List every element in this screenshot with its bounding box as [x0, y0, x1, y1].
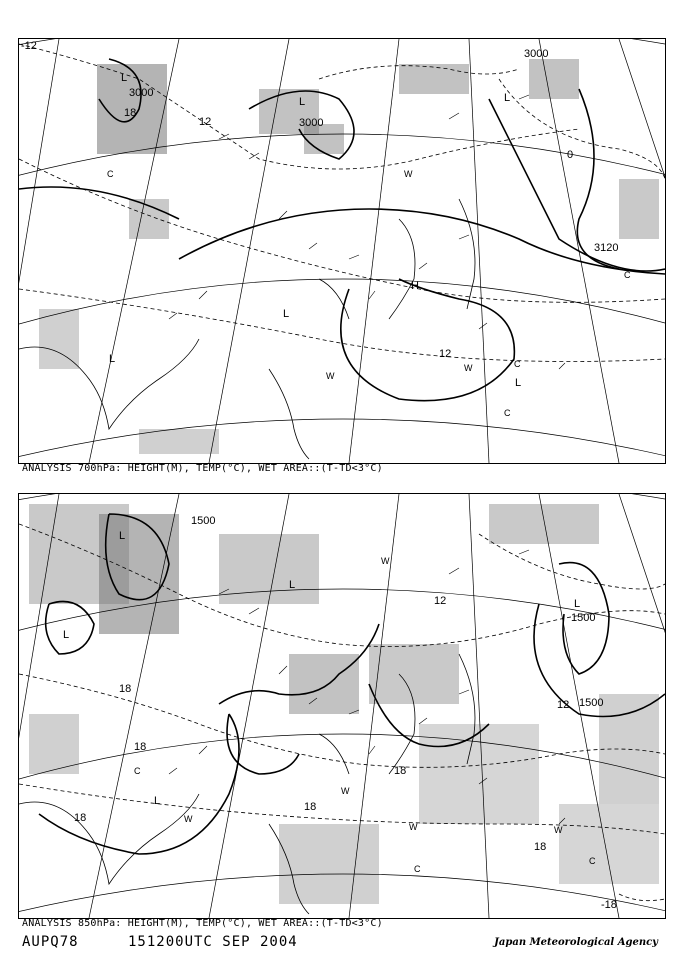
- height-label: 3000: [129, 87, 154, 99]
- warm-marker: W: [341, 786, 350, 796]
- map-panel-850hpa: [18, 493, 666, 919]
- low-pressure-center: L: [154, 795, 161, 807]
- isotherm-label: 12: [434, 595, 447, 607]
- low-pressure-center: L: [121, 72, 128, 84]
- isotherm-label: -12: [21, 40, 37, 52]
- cold-marker: C: [504, 408, 511, 418]
- map-700hpa-canvas: [19, 39, 665, 463]
- low-pressure-center: L: [504, 92, 511, 104]
- high-pressure-center: H: [411, 280, 419, 292]
- isotherm-label: 18: [534, 841, 547, 853]
- height-label: 3120: [594, 242, 619, 254]
- warm-marker: W: [184, 814, 193, 824]
- valid-time: 151200UTC SEP 2004: [128, 934, 298, 950]
- isotherm-label: 18: [119, 683, 132, 695]
- isotherm-label: 12: [199, 116, 212, 128]
- isotherm-label: 12: [557, 699, 570, 711]
- cold-marker: C: [624, 270, 631, 280]
- warm-marker: W: [404, 169, 413, 179]
- isotherm-label: 18: [134, 741, 147, 753]
- height-label: 3000: [299, 117, 324, 129]
- height-label: 1500: [571, 612, 596, 624]
- warm-marker: W: [554, 825, 563, 835]
- isotherm-label: 18: [124, 107, 137, 119]
- isotherm-label: 0: [567, 149, 574, 161]
- cold-marker: C: [514, 359, 521, 369]
- low-pressure-center: L: [299, 96, 306, 108]
- warm-marker: W: [409, 822, 418, 832]
- height-label: 3000: [524, 48, 549, 60]
- product-id: AUPQ78: [22, 934, 79, 950]
- coastlines: [19, 199, 475, 459]
- agency-credit: Japan Meteorological Agency: [494, 937, 658, 948]
- cold-marker: C: [134, 766, 141, 776]
- low-pressure-center: L: [515, 377, 522, 389]
- low-pressure-center: L: [109, 353, 116, 365]
- caption-700hpa: ANALYSIS 700hPa: HEIGHT(M), TEMP(°C), WET AREA::(T-TD<3°C): [22, 463, 383, 474]
- isotherm-label: 18: [304, 801, 317, 813]
- low-pressure-center: L: [119, 530, 126, 542]
- isotherm-label: -18: [601, 899, 617, 911]
- isotherm-label: 12: [439, 348, 452, 360]
- warm-marker: W: [464, 363, 473, 373]
- map-850hpa-canvas: [19, 494, 665, 918]
- isotherm-label: 18: [394, 765, 407, 777]
- low-pressure-center: L: [283, 308, 290, 320]
- low-pressure-center: L: [63, 629, 70, 641]
- low-pressure-center: L: [289, 579, 296, 591]
- cold-marker: C: [414, 864, 421, 874]
- height-label: 1500: [579, 697, 604, 709]
- station-plots: [169, 95, 565, 369]
- cold-marker: C: [107, 169, 114, 179]
- warm-marker: W: [326, 371, 335, 381]
- height-label: 1500: [191, 515, 216, 527]
- caption-850hpa: ANALYSIS 850hPa: HEIGHT(M), TEMP(°C), WET AREA::(T-TD<3°C): [22, 918, 383, 929]
- cold-marker: C: [589, 856, 596, 866]
- map-panel-700hpa: [18, 38, 666, 464]
- isotherm-label: 18: [74, 812, 87, 824]
- low-pressure-center: L: [574, 598, 581, 610]
- warm-marker: W: [381, 556, 390, 566]
